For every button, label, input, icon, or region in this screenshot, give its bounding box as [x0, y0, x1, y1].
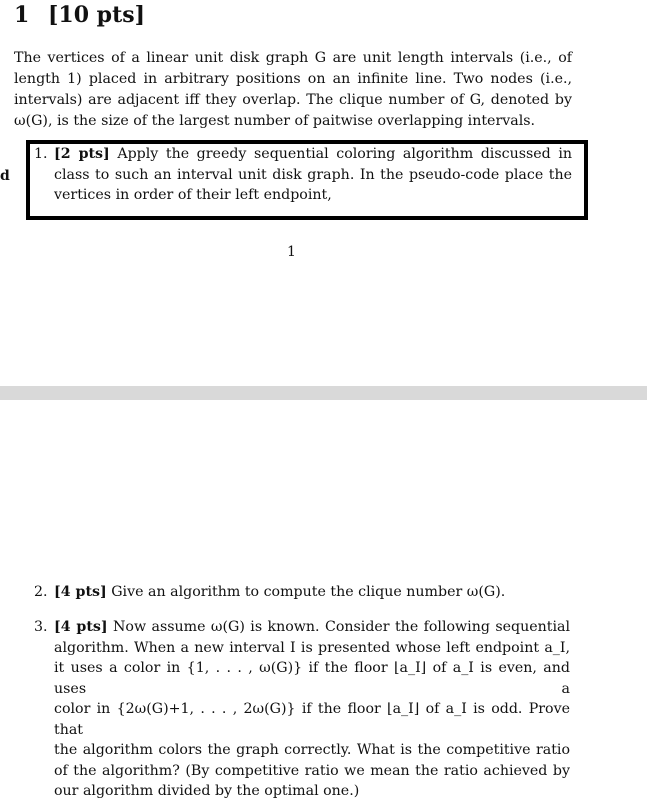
intro-line: The vertices of a linear unit disk graph G are unit length intervals (i.e., of	[14, 50, 572, 66]
item-1-points: [2 pts]	[54, 146, 110, 162]
item-3-line	[54, 617, 570, 638]
item-3-text: Now assume ω(G) is known. Consider the following sequential	[113, 619, 570, 635]
intro-line: ω(G), is the size of the largest number of paitwise overlapping intervals.	[14, 113, 536, 129]
intro-paragraph	[14, 48, 572, 132]
section-number: 1	[14, 2, 30, 28]
page-number: 1	[287, 244, 296, 260]
item-1-line	[54, 144, 572, 165]
page-separator	[0, 386, 647, 400]
item-1-line: class to such an interval unit disk graph. In the pseudo-code place the	[54, 166, 572, 183]
document-page-1	[0, 0, 647, 386]
item-2-text: Give an algorithm to compute the clique number ω(G).	[111, 584, 506, 600]
item-1-body	[54, 144, 572, 206]
item-3-line: our algorithm divided by the optimal one.)	[54, 783, 360, 799]
item-3-points: [4 pts]	[54, 619, 108, 635]
intro-line: intervals) are adjacent iff they overlap. The clique number of G, denoted by	[14, 92, 572, 108]
item-2-points: [4 pts]	[54, 584, 107, 600]
item-2-body	[54, 582, 505, 603]
margin-mark: d	[0, 168, 10, 184]
section-points: [10 pts]	[48, 2, 146, 28]
item-3-label: 3.	[34, 619, 48, 635]
item-1-line: vertices in order of their left endpoint,	[54, 187, 332, 203]
item-2-line	[54, 582, 505, 603]
item-1-text: Apply the greedy sequential coloring algorithm discussed in	[117, 146, 572, 162]
item-1-label: 1.	[34, 146, 48, 162]
item-2-label: 2.	[34, 584, 48, 600]
section-heading	[14, 2, 145, 28]
item-3-body	[54, 617, 570, 802]
item-3-line: algorithm. When a new interval I is presented whose left endpoint a_I,	[54, 639, 570, 656]
item-3-line: color in {2ω(G)+1, . . . , 2ω(G)} if the floor ⌊a_I⌋ of a_I is odd. Prove that	[54, 701, 570, 738]
item-3-line: of the algorithm? (By competitive ratio we mean the ratio achieved by	[54, 762, 570, 779]
item-3-line: it uses a color in {1, . . . , ω(G)} if the floor ⌊a_I⌋ of a_I is even, and uses a	[54, 660, 570, 697]
intro-line: length 1) placed in arbitrary positions on an infinite line. Two nodes (i.e.,	[14, 71, 572, 87]
item-3-line: the algorithm colors the graph correctly. What is the competitive ratio	[54, 742, 570, 758]
